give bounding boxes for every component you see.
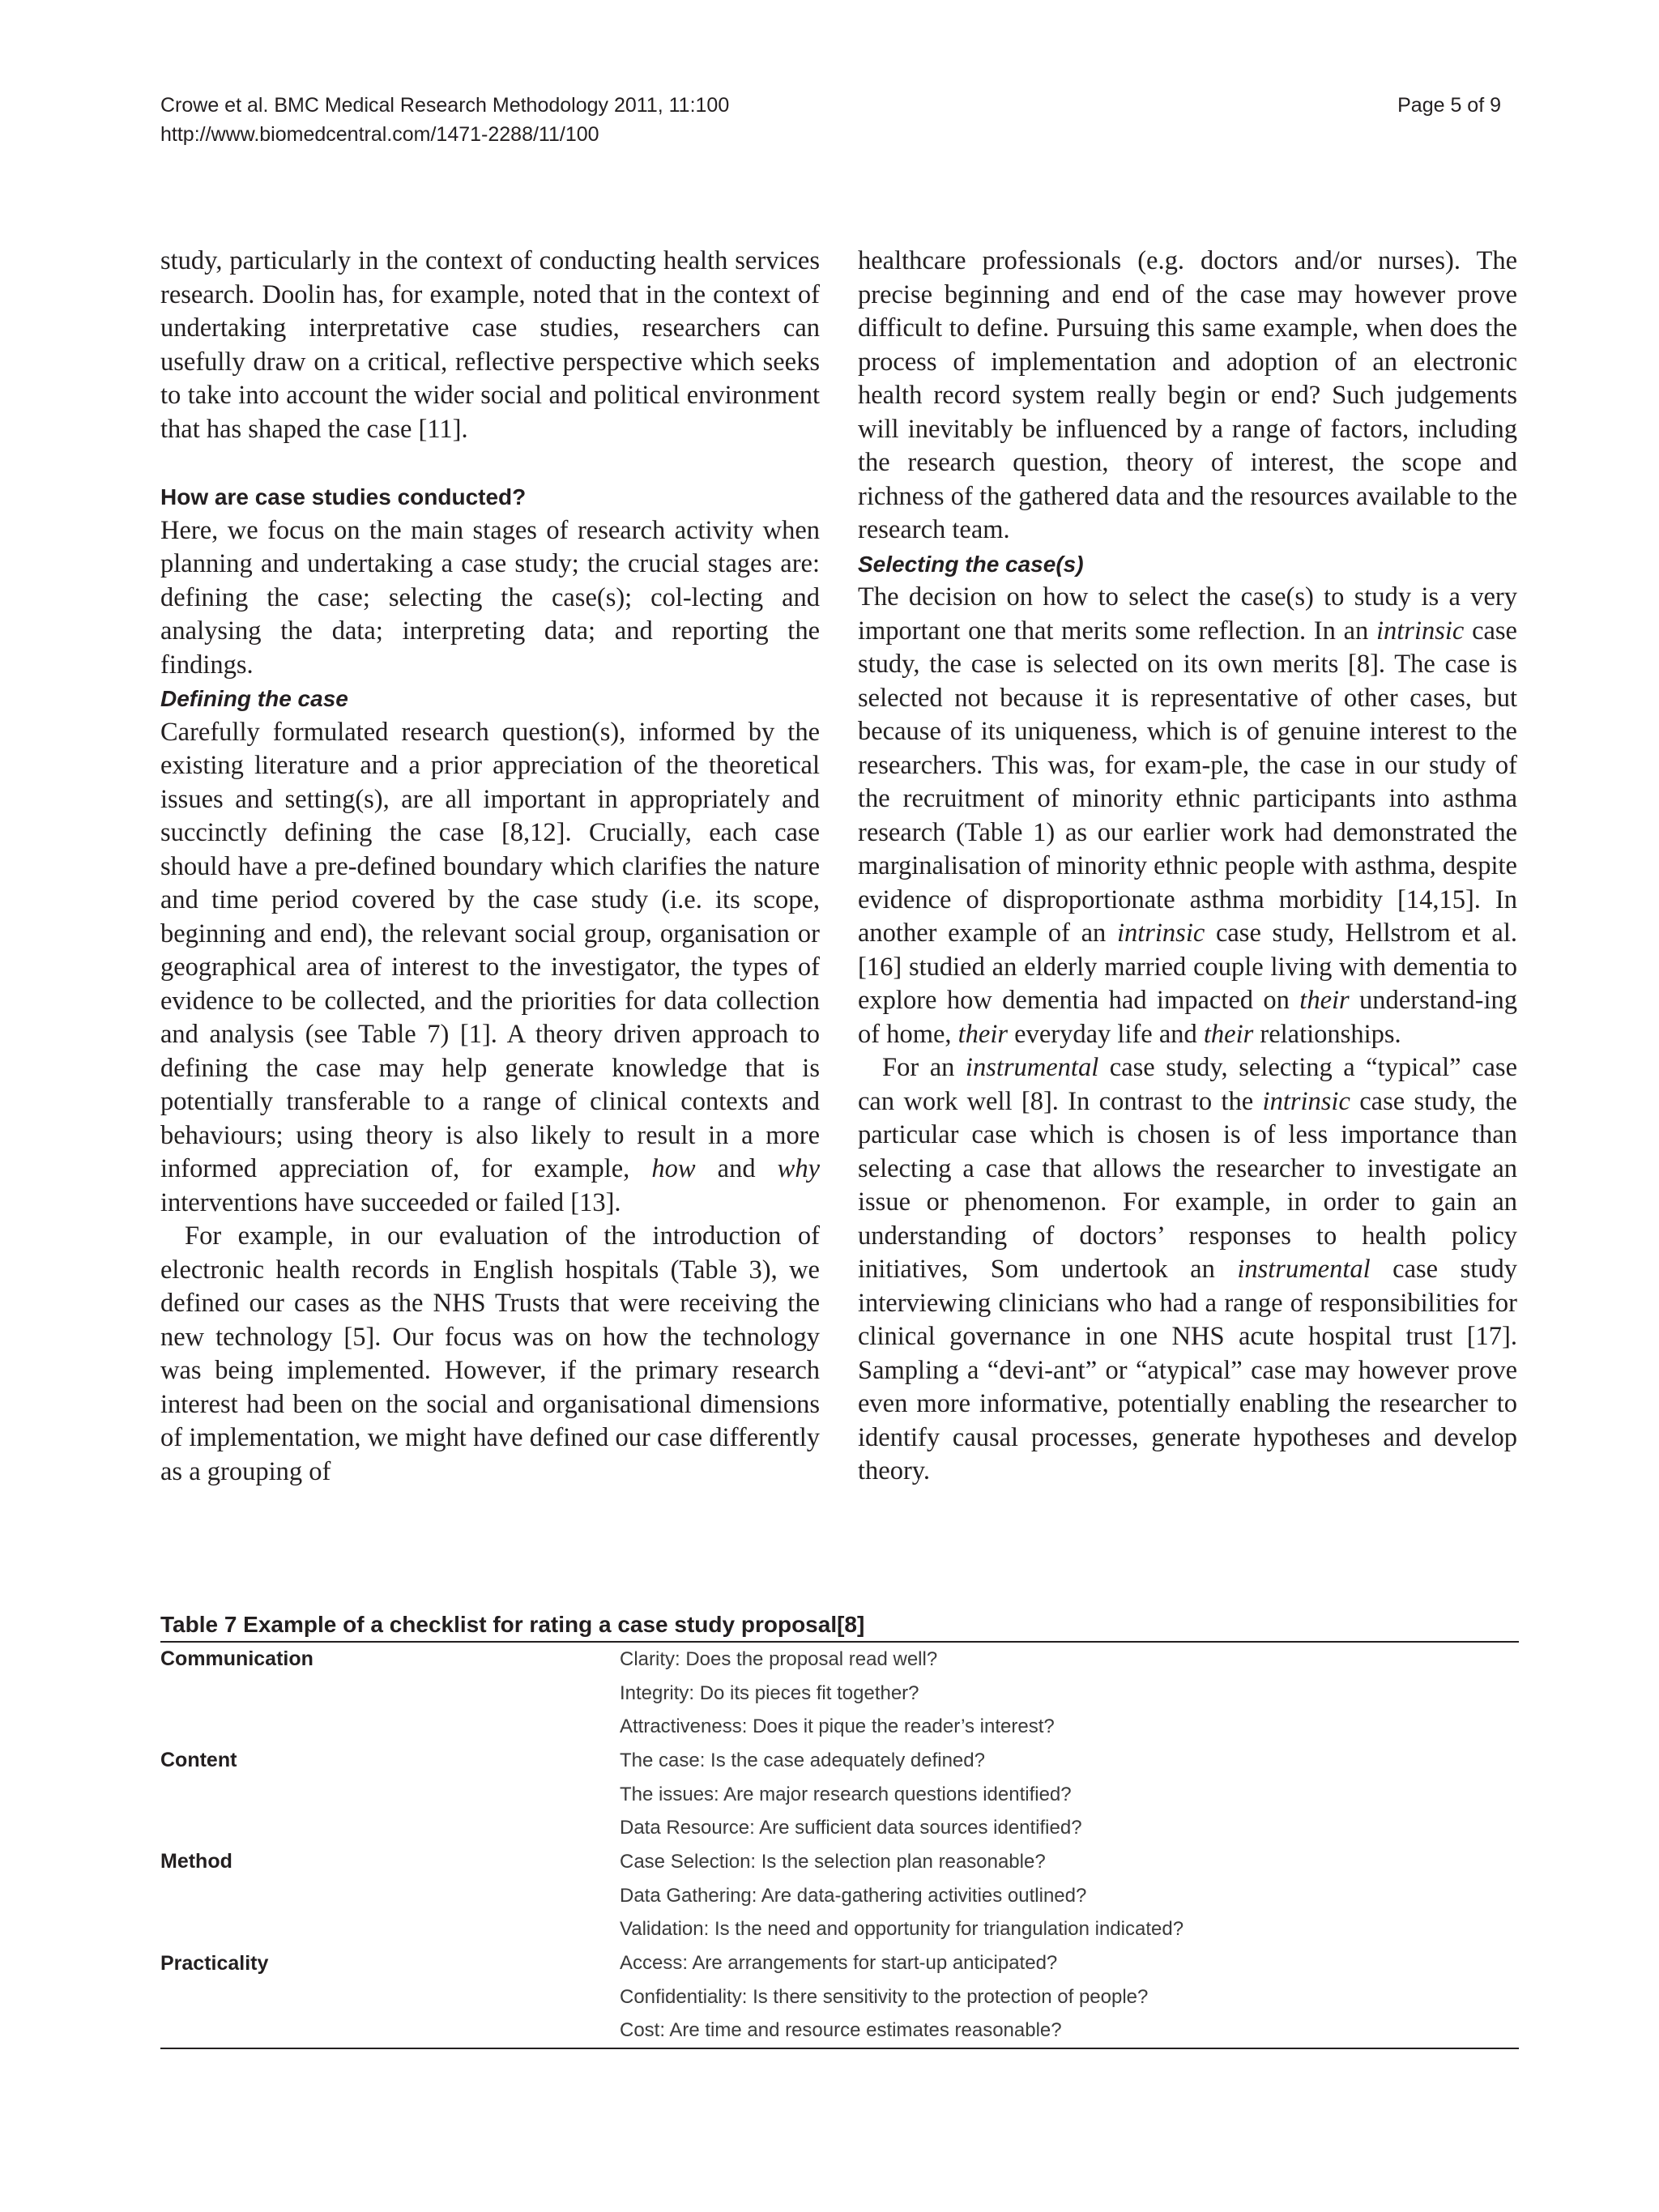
table-bottom-rule xyxy=(160,2048,1519,2049)
table-cell-criterion: Integrity: Do its pieces fit together? xyxy=(620,1681,919,1704)
paragraph: healthcare professionals (e.g. doctors and/or nurses). The precise beginning and end of the case may however prove difficult to define. Pursuing this same example, when does the process of implementation and adoption of an electronic health record system really begin or end? Such judgements will inevitably be influenced by a range of factors, including the research question, theory of interest, the scope and richness of the gathered data and the resources available to the research team. xyxy=(858,246,1517,544)
table-cell-criterion: Data Resource: Are sufficient data sources identified? xyxy=(620,1817,1082,1839)
citation: Crowe et al. BMC Medical Research Methodology 2011, 11:100 xyxy=(160,94,730,117)
table-cell-criterion: Cost: Are time and resource estimates reasonable? xyxy=(620,2019,1062,2042)
table-cell-category: Communication xyxy=(160,1647,313,1671)
subsection-heading: Selecting the case(s) xyxy=(858,551,1084,577)
table-row xyxy=(160,1778,1519,1812)
running-header xyxy=(160,91,1501,149)
table-cell-criterion: The case: Is the case adequately defined? xyxy=(620,1749,985,1771)
table-row xyxy=(160,2014,1519,2048)
table-cell-criterion: Clarity: Does the proposal read well? xyxy=(620,1647,938,1670)
table-cell-criterion: Attractiveness: Does it pique the reader’s interest? xyxy=(620,1715,1055,1738)
table-cell-criterion: The issues: Are major research questions identified? xyxy=(620,1783,1072,1805)
paragraph: Here, we focus on the main stages of research activity when planning and undertaking a case study; the crucial stages are: defining the case; selecting the case(s); col-lecting and analysing the data; interpreting data; and reporting the findings. xyxy=(160,515,820,680)
table-cell-criterion: Validation: Is the need and opportunity for triangulation indicated? xyxy=(620,1918,1184,1941)
table-row xyxy=(160,1677,1519,1711)
article-url[interactable]: http://www.biomedcentral.com/1471-2288/11/100 xyxy=(160,123,599,146)
table-cell-criterion: Data Gathering: Are data-gathering activities outlined? xyxy=(620,1884,1087,1907)
table-cell-criterion: Case Selection: Is the selection plan reasonable? xyxy=(620,1850,1046,1873)
table-row xyxy=(160,1845,1519,1879)
right-column xyxy=(858,245,1517,1489)
paragraph: The decision on how to select the case(s) to study is a very important one that merits some reflection. In an intrinsic case study, the case is selected on its own merits [8]. The case is selected not because it is representative of other cases, but because of its uniqueness, which is of genuine interest to the researchers. This was, for exam-ple, the case in our study of the recruitment of minority ethnic participants into asthma research (Table 1) as our earlier work had demonstrated the marginalisation of minority ethnic people with asthma, despite evidence of disproportionate asthma morbidity [14,15]. In another example of an intrinsic case study, Hellstrom et al. [16] studied an elderly married couple living with dementia to explore how dementia had impacted on their understand-ing of home, their everyday life and their relationships. xyxy=(858,582,1518,1049)
left-column xyxy=(160,245,820,1489)
table-row xyxy=(160,1980,1519,2014)
paragraph: Carefully formulated research question(s), informed by the existing literature and a prior appreciation of the theoretical issues and setting(s), are all important in appropriately and succinctly defining the case [8,12]. Crucially, each case should have a pre-defined boundary which clarifies the nature and time period covered by the case study (i.e. its scope, beginning and end), the relevant social group, organisation or geographical area of interest to the investigator, the types of evidence to be collected, and the priorities for data collection and analysis (see Table 7) [1]. A theory driven approach to defining the case may help generate knowledge that is potentially transferable to a range of clinical contexts and behaviours; using theory is also likely to result in a more informed appreciation of, for example, how and why interventions have succeeded or failed [13]. xyxy=(160,717,820,1217)
table-row xyxy=(160,1710,1519,1744)
table-row xyxy=(160,1643,1519,1677)
page-number: Page 5 of 9 xyxy=(1397,94,1501,117)
checklist-table xyxy=(160,1610,1519,2049)
table-cell-category: Content xyxy=(160,1749,237,1772)
table-cell-category: Method xyxy=(160,1850,232,1873)
table-cell-category: Practicality xyxy=(160,1951,269,1975)
paragraph: For an instrumental case study, selecting a “typical” case can work well [8]. In contrast to the intrinsic case study, the particular case which is chosen is of less importance than selecting a case that allows the researcher to investigate an issue or phenomenon. For example, in order to gain an understanding of doctors’ responses to health policy initiatives, Som undertook an instrumental case study interviewing clinicians who had a range of responsibilities for clinical governance in one NHS acute hospital trust [17]. Sampling a “devi-ant” or “atypical” case may however prove even more informative, potentially enabling the researcher to identify causal processes, generate hypotheses and develop theory. xyxy=(858,1053,1518,1485)
table-row xyxy=(160,1744,1519,1778)
table-body xyxy=(160,1643,1519,2048)
section-heading: How are case studies conducted? xyxy=(160,484,527,509)
table-cell-criterion: Access: Are arrangements for start-up anticipated? xyxy=(620,1952,1058,1975)
table-cell-criterion: Confidentiality: Is there sensitivity to the protection of people? xyxy=(620,1985,1149,2008)
subsection-heading: Defining the case xyxy=(160,686,348,711)
table-row xyxy=(160,1879,1519,1913)
table-row xyxy=(160,1811,1519,1845)
table-row xyxy=(160,1946,1519,1980)
paragraph: For example, in our evaluation of the introduction of electronic health records in English hospitals (Table 3), we defined our cases as the NHS Trusts that were receiving the new technology [5]. Our focus was on how the technology was being implemented. However, if the primary research interest had been on the social and organisational dimensions of implementation, we might have defined our case differently as a grouping of xyxy=(160,1221,820,1486)
table-caption: Table 7 Example of a checklist for rating a case study proposal[8] xyxy=(160,1612,865,1637)
paragraph: study, particularly in the context of conducting health services research. Doolin has, for example, noted that in the context of undertaking interpretative case studies, researchers can usefully draw on a critical, reflective perspective which seeks to take into account the wider social and political environment that has shaped the case [11]. xyxy=(160,246,820,444)
table-row xyxy=(160,1913,1519,1947)
